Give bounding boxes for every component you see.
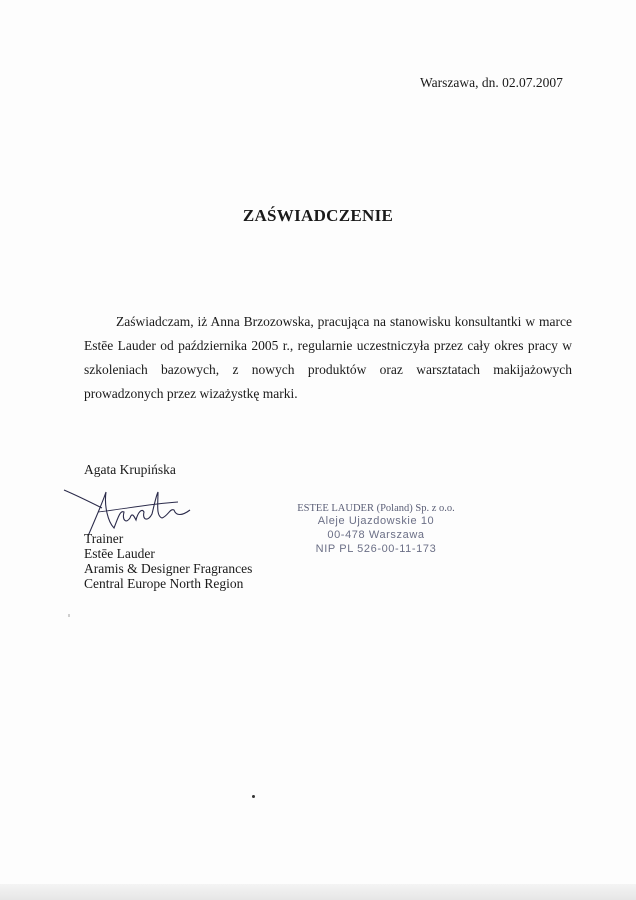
signer-role: Trainer [84,531,124,546]
signature-block [84,531,252,591]
signer-region: Central Europe North Region [84,576,244,591]
scan-edge [0,884,636,900]
company-stamp [296,503,456,556]
signer-company: Estēe Lauder [84,546,155,561]
certificate-body: Zaświadczam, iż Anna Brzozowska, pracująca na stanowisku konsultantki w marce Estēe Lauder od października 2005 r., regularnie uczestniczyła przez cały okres pracy w szkoleniach bazowych, z nowych produktów oraz warsztatach makijażowych prowadzonych przez wizażystkę marki. [84,314,572,401]
signer-name: Agata Krupińska [84,462,176,477]
signer-division: Aramis & Designer Fragrances [84,561,253,576]
document-title: ZAŚWIADCZENIE [242,206,394,225]
stamp-company: ESTEE LAUDER (Poland) Sp. z o.o. [297,503,455,514]
scan-dot [252,795,255,798]
stamp-address: Aleje Ujazdowskie 10 [317,515,435,527]
stamp-tax-id: NIP PL 526-00-11-173 [315,543,437,555]
place-date: Warszawa, dn. 02.07.2007 [420,75,563,90]
stamp-postal: 00-478 Warszawa [327,529,425,541]
scan-speck [68,614,70,617]
